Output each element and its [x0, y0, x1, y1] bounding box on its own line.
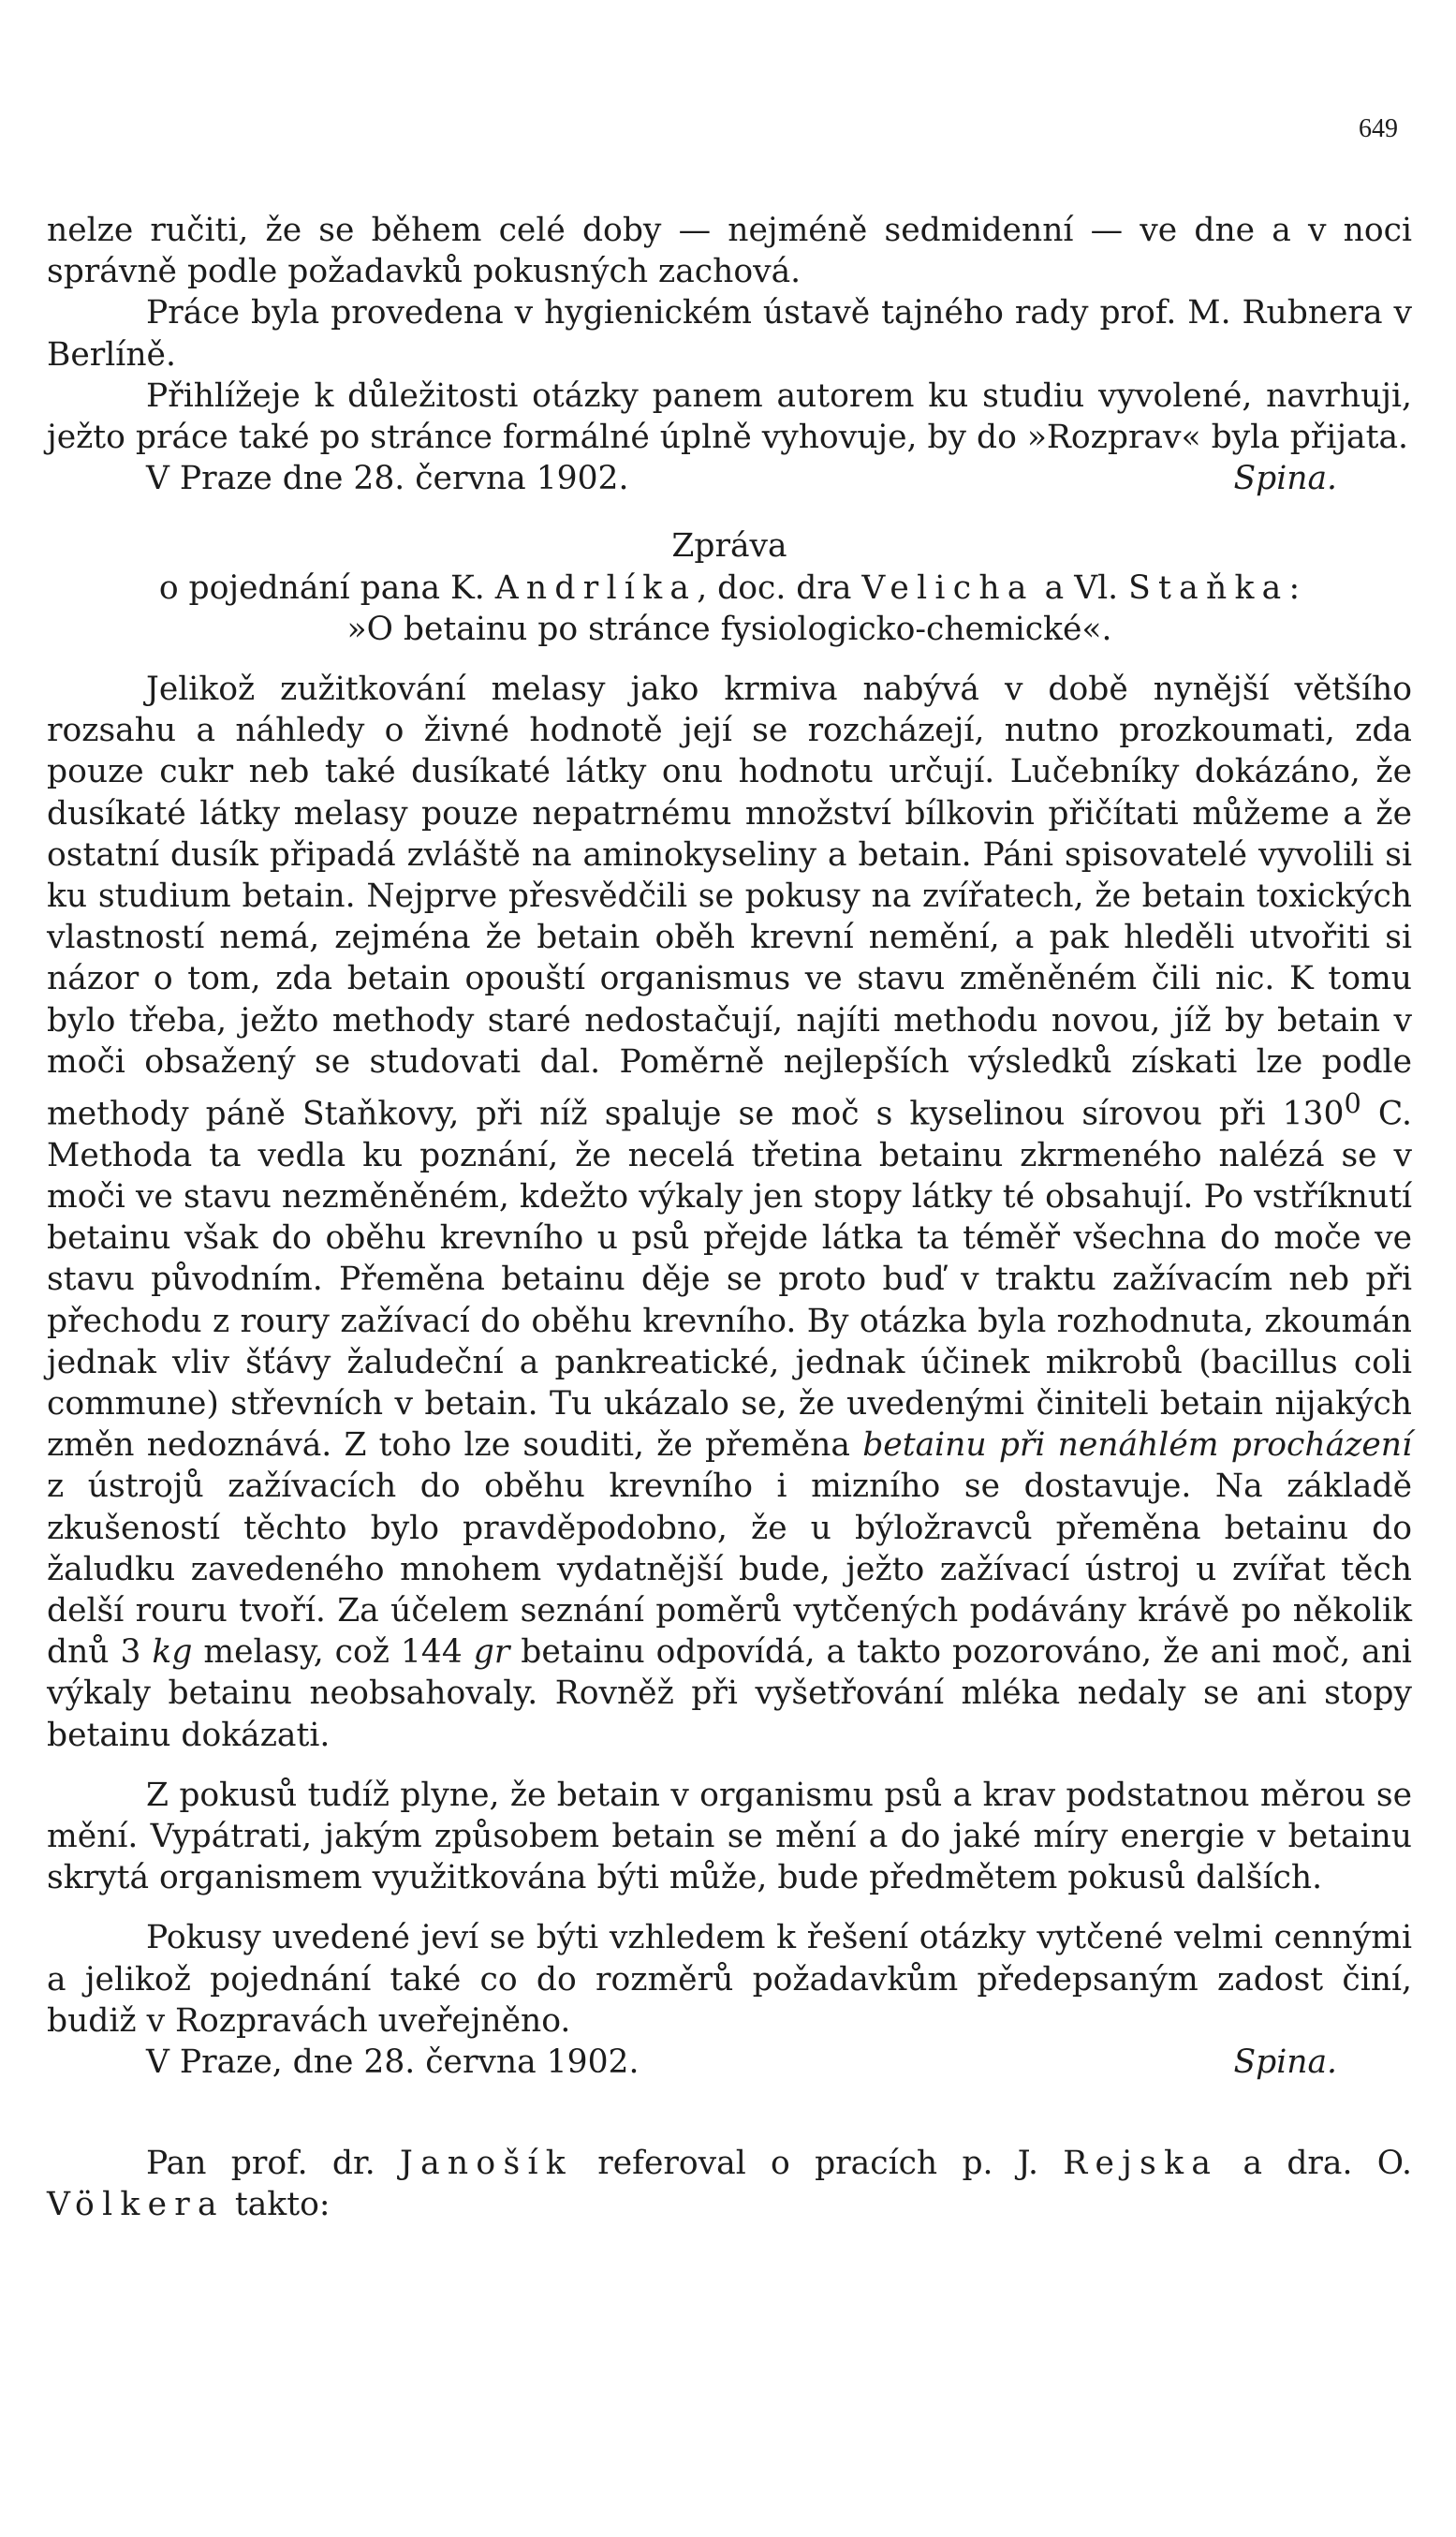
degree-sign: 0 — [1344, 1087, 1361, 1120]
report2-date: V Praze, dne 28. června 1902. — [146, 2043, 640, 2082]
unit-text: gr — [473, 1633, 510, 1672]
closing-text: takto: — [224, 2186, 331, 2224]
report1-paragraph-1: nelze ručiti, že se během celé doby — nejméně sedmidenní — ve dne a v noci správně podle požadavků pokusných zachová. — [47, 212, 1412, 291]
closing-text: a dra. O. — [1218, 2145, 1412, 2183]
report2-subtitle — [47, 568, 1412, 609]
report2-paragraph-3: Pokusy uvedené jeví se býti vzhledem k řešení otázky vytčené velmi cennými a jelikož pojednání také co do rozměrů požadavkům předepsaným zadost činí, budiž v Rozpravách uveřejněno. — [47, 1919, 1412, 2040]
emphasis-text: betainu při nenáhlém procházení — [862, 1426, 1413, 1465]
person-name: Völkera — [47, 2186, 225, 2224]
author-name: Velicha — [861, 568, 1035, 607]
closing-text: referoval o pracích p. J. — [572, 2145, 1064, 2183]
report1-paragraph-3: Přihlížeje k důležitosti otázky panem autorem ku studiu vyvolené, navrhuji, ježto práce také po stránce formálné úplně vyhovuje, by do »Rozprav« byla přijata. — [47, 376, 1412, 457]
page-number: 649 — [1359, 114, 1398, 143]
report1-paragraph-2: Práce byla provedena v hygienickém ústavě tajného rady prof. M. Rubnera v Berlíně. — [47, 294, 1412, 374]
closing-paragraph — [47, 2143, 1412, 2225]
subtitle-text: a Vl. — [1034, 568, 1129, 607]
author-name: Staňka — [1128, 568, 1289, 607]
person-name: Janošík — [399, 2145, 573, 2183]
page-body — [47, 210, 1412, 2226]
report1-signature-line — [47, 458, 1412, 499]
report2-heading — [47, 525, 1412, 650]
report2-title: Zpráva — [671, 527, 787, 566]
body-text: z ústrojů zažívacích do oběhu krevního i mizního se dostavuje. Na základě zkušeností těchto bylo pravděpodobno, že u býložravců přeměna betainu do žaludku zavedeného mnohem vydatnější bude, ježto zažívací ústroj u zvířat těch delší rouru tvoří. Za účelem seznání poměrů vytčených podávány krávě po několik dnů 3 — [47, 1468, 1412, 1672]
closing-text: Pan prof. dr. — [146, 2145, 400, 2183]
report2-paragraph-1 — [47, 669, 1412, 1756]
body-text: betainu odpovídá, a takto pozorováno, že ani moč, ani výkaly betainu neobsahovaly. Rovněž při vyšetřování mléka nedaly se ani stopy betainu dokázati. — [47, 1633, 1412, 1754]
body-text: Jelikož zužitkování melasy jako krmiva nabývá v době nynější většího rozsahu a náhledy o živné hodnotě její se rozcházejí, nutno prozkoumati, zda pouze cukr neb také dusíkaté látky onu hodnotu určují. Lučebníky dokázáno, že dusíkaté látky melasy pouze nepatrnému množství bílkovin přičítati můžeme a že ostatní dusík připadá zvláště na aminokyseliny a betain. Páni spisovatelé vyvolili si ku studium betain. Nejprve přesvědčili se pokusy na zvířatech, že betain toxických vlastností nemá, zejména že betain oběh krevní nemění, a pak hleděli utvořiti si názor o tom, zda betain opouští organismus ve stavu změněném čili nic. K tomu bylo třeba, ježto methody staré nedostačují, najíti methodu novou, jíž by betain v moči obsažený se studovati dal. Poměrně nejlepších výsledků získati lze podle methody páně Staňkovy, při níž spaluje se moč s kyselinou sírovou při 130 — [47, 671, 1412, 1133]
unit-text: kg — [152, 1633, 193, 1672]
report2-work-title: »O betainu po stránce fysiologicko-chemické«. — [346, 610, 1112, 648]
report1-date: V Praze dne 28. června 1902. — [146, 460, 629, 498]
author-name: Andrlíka — [494, 568, 698, 607]
body-text: C. Methoda ta vedla ku poznání, že necelá třetina betainu zkrmeného nalézá se v moči ve stavu nezměněném, kdežto výkaly jen stopy látky té obsahují. Po vstříknutí betainu však do oběhu krevního u psů přejde látka ta téměř všechna do moče ve stavu původním. Přeměna betainu děje se proto buď v traktu zažívacím neb při přechodu z roury zažívací do oběhu krevního. By otázka byla rozhodnuta, zkoumán jednak vliv šťávy žaludeční a pankreatické, jednak účinek mikrobů (bacillus coli commune) střevních v betain. Tu ukázalo se, že uvedenými činiteli betain nijakých změn nedoznává. Z toho lze souditi, že přeměna — [47, 1095, 1412, 1465]
body-text: melasy, což 144 — [192, 1633, 474, 1672]
person-name: Rejska — [1063, 2145, 1219, 2183]
subtitle-text: , doc. dra — [697, 568, 862, 607]
report2-signer: Spina. — [1233, 2043, 1337, 2082]
report1-signer: Spina. — [1233, 460, 1337, 498]
report2-signature-line — [47, 2042, 1412, 2083]
subtitle-text: : — [1288, 568, 1301, 607]
subtitle-text: o pojednání pana K. — [158, 568, 495, 607]
report2-paragraph-2: Z pokusů tudíž plyne, že betain v organismu psů a krav podstatnou měrou se mění. Vypátrati, jakým způsobem betain se mění a do jaké míry energie v betainu skrytá organismem využitkována býti může, bude předmětem pokusů dalších. — [47, 1776, 1412, 1897]
